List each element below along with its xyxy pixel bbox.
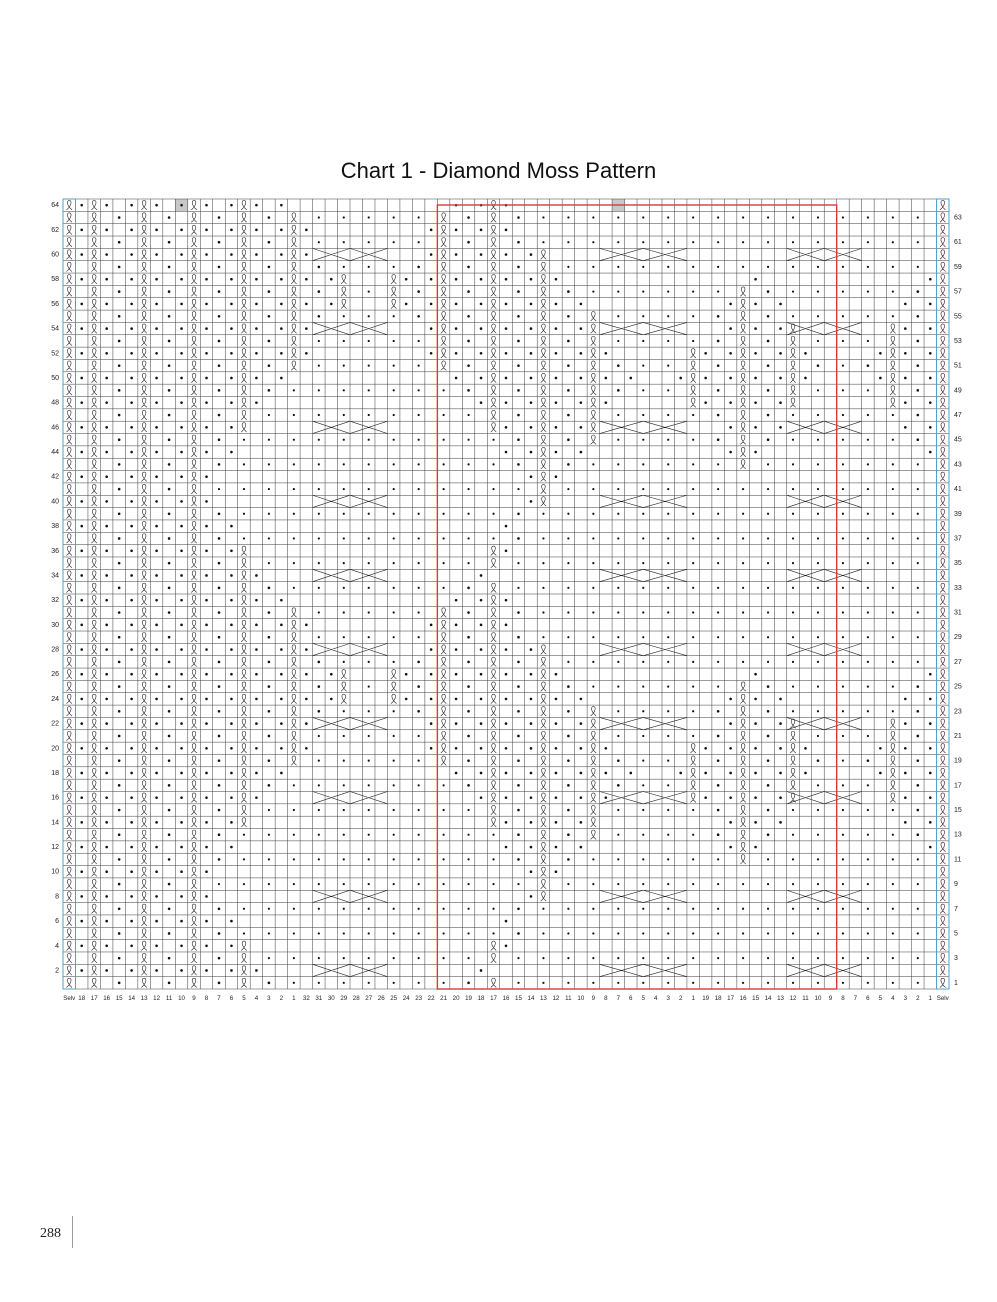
row-label-right: 5 <box>954 930 958 938</box>
row-label-left: 6 <box>55 918 59 926</box>
column-label: 15 <box>115 995 123 1002</box>
column-label: 27 <box>365 995 373 1002</box>
column-label: Selv <box>936 995 949 1002</box>
column-label: 11 <box>565 995 572 1002</box>
column-label: 10 <box>178 995 185 1002</box>
row-label-left: 46 <box>51 424 59 432</box>
column-label: 4 <box>654 995 658 1002</box>
column-label: 14 <box>764 995 772 1002</box>
row-label-right: 51 <box>954 362 962 370</box>
column-label: 1 <box>292 995 296 1002</box>
column-label: 22 <box>427 995 435 1002</box>
column-label: 26 <box>377 995 385 1002</box>
row-label-right: 17 <box>954 782 962 790</box>
column-label: 28 <box>352 995 360 1002</box>
column-label: 16 <box>103 995 111 1002</box>
column-label: 12 <box>789 995 797 1002</box>
row-label-left: 10 <box>51 868 59 876</box>
row-label-right: 27 <box>954 658 962 666</box>
row-label-right: 31 <box>954 609 962 617</box>
column-label: 8 <box>841 995 845 1002</box>
row-label-right: 7 <box>954 905 958 913</box>
column-label: 14 <box>128 995 136 1002</box>
column-label: 9 <box>192 995 196 1002</box>
column-label: 8 <box>204 995 209 1002</box>
row-label-left: 26 <box>51 671 59 679</box>
page-number: 288 <box>40 1226 61 1241</box>
row-label-left: 44 <box>51 449 59 457</box>
column-label: 9 <box>828 995 833 1002</box>
row-label-left: 14 <box>51 819 59 827</box>
column-label: 16 <box>502 995 510 1002</box>
row-label-left: 4 <box>55 942 59 950</box>
row-label-right: 19 <box>954 757 962 765</box>
row-label-left: 8 <box>55 893 59 901</box>
row-label-right: 55 <box>954 313 962 321</box>
row-label-left: 62 <box>51 226 59 234</box>
column-label: 6 <box>229 995 234 1002</box>
column-label: 19 <box>465 995 473 1002</box>
row-label-left: 64 <box>51 202 59 210</box>
row-label-right: 53 <box>954 337 962 345</box>
column-label: 2 <box>916 995 920 1002</box>
column-label: 12 <box>552 995 560 1002</box>
column-label: 23 <box>415 995 423 1002</box>
column-label: 16 <box>739 995 747 1002</box>
row-label-left: 2 <box>55 967 59 975</box>
row-label-left: 58 <box>51 276 59 284</box>
row-label-right: 21 <box>954 732 962 740</box>
column-label: 3 <box>267 995 271 1002</box>
row-label-right: 33 <box>954 584 962 592</box>
column-label: 6 <box>866 995 870 1002</box>
row-label-right: 25 <box>954 683 962 691</box>
column-label: 7 <box>853 995 858 1002</box>
row-label-left: 48 <box>51 399 59 407</box>
column-label: 3 <box>903 995 908 1002</box>
row-label-right: 61 <box>954 239 962 247</box>
column-label: 11 <box>165 995 173 1002</box>
row-label-left: 12 <box>51 844 59 852</box>
column-label: 13 <box>539 995 547 1002</box>
column-label: 29 <box>340 995 348 1002</box>
row-label-right: 23 <box>954 708 962 716</box>
column-label: 10 <box>814 995 822 1002</box>
row-label-left: 24 <box>51 695 59 703</box>
column-label: 19 <box>702 995 710 1002</box>
column-label: 15 <box>752 995 760 1002</box>
row-label-left: 18 <box>51 769 59 777</box>
column-label: 32 <box>302 995 310 1002</box>
column-label: 13 <box>777 995 784 1002</box>
row-label-left: 34 <box>51 572 59 580</box>
column-label: 20 <box>452 995 460 1002</box>
column-label: 6 <box>629 995 633 1002</box>
column-label: 10 <box>577 995 585 1002</box>
row-label-left: 60 <box>51 251 59 259</box>
column-label: 31 <box>315 995 323 1002</box>
row-label-right: 37 <box>954 535 962 543</box>
row-label-left: 42 <box>51 473 59 481</box>
column-label: 14 <box>527 995 535 1002</box>
row-label-left: 54 <box>51 325 59 333</box>
row-label-right: 63 <box>954 214 962 222</box>
row-label-left: 50 <box>51 374 59 382</box>
column-label: 17 <box>90 995 98 1002</box>
row-label-right: 9 <box>954 881 958 889</box>
column-label: 24 <box>402 995 410 1002</box>
row-label-left: 40 <box>51 498 59 506</box>
page-divider <box>72 1216 73 1248</box>
column-label: 11 <box>802 995 809 1002</box>
column-label: 18 <box>78 995 86 1002</box>
row-label-right: 49 <box>954 387 962 395</box>
row-label-left: 28 <box>51 646 59 654</box>
row-label-right: 43 <box>954 461 962 469</box>
column-label: 30 <box>327 995 335 1002</box>
column-label: 7 <box>616 995 621 1002</box>
column-label: 25 <box>390 995 398 1002</box>
row-label-right: 57 <box>954 288 962 296</box>
chart-title: Chart 1 - Diamond Moss Pattern <box>340 158 657 183</box>
column-label: 9 <box>591 995 596 1002</box>
row-label-right: 3 <box>954 955 958 963</box>
column-label: 18 <box>477 995 485 1002</box>
row-label-right: 15 <box>954 807 962 815</box>
column-label: 2 <box>279 995 284 1002</box>
row-label-right: 47 <box>954 412 962 420</box>
row-label-left: 22 <box>51 720 59 728</box>
row-label-right: 29 <box>954 634 962 642</box>
column-label: 18 <box>714 995 722 1002</box>
column-label: 21 <box>440 995 448 1002</box>
row-label-left: 30 <box>51 621 59 629</box>
column-label: 5 <box>242 995 246 1002</box>
row-label-left: 38 <box>51 523 59 531</box>
column-label: 1 <box>691 995 695 1002</box>
row-label-right: 59 <box>954 263 962 271</box>
column-label: 4 <box>254 995 259 1002</box>
row-label-left: 32 <box>51 597 59 605</box>
row-label-right: 1 <box>954 979 958 987</box>
column-label: 3 <box>666 995 670 1002</box>
row-label-right: 41 <box>954 486 962 494</box>
row-label-left: 20 <box>51 745 59 753</box>
row-label-right: 39 <box>954 510 962 518</box>
row-label-left: 52 <box>51 350 59 358</box>
column-label: 5 <box>641 995 645 1002</box>
column-label: 1 <box>928 995 933 1002</box>
column-label: 13 <box>140 995 148 1002</box>
row-label-right: 13 <box>954 831 962 839</box>
row-label-right: 11 <box>954 856 962 864</box>
column-label: 8 <box>604 995 608 1002</box>
column-label: 17 <box>490 995 497 1002</box>
column-label: 15 <box>515 995 522 1002</box>
column-label: 2 <box>678 995 683 1002</box>
column-label: 4 <box>891 995 895 1002</box>
row-label-right: 45 <box>954 436 962 444</box>
column-label: 5 <box>878 995 883 1002</box>
row-label-left: 16 <box>51 794 59 802</box>
column-label: Selv <box>63 995 76 1002</box>
column-label: 17 <box>727 995 735 1002</box>
column-label: 12 <box>153 995 161 1002</box>
row-label-right: 35 <box>954 560 962 568</box>
column-label: 7 <box>217 995 221 1002</box>
row-label-left: 36 <box>51 547 59 555</box>
row-label-left: 56 <box>51 300 59 308</box>
